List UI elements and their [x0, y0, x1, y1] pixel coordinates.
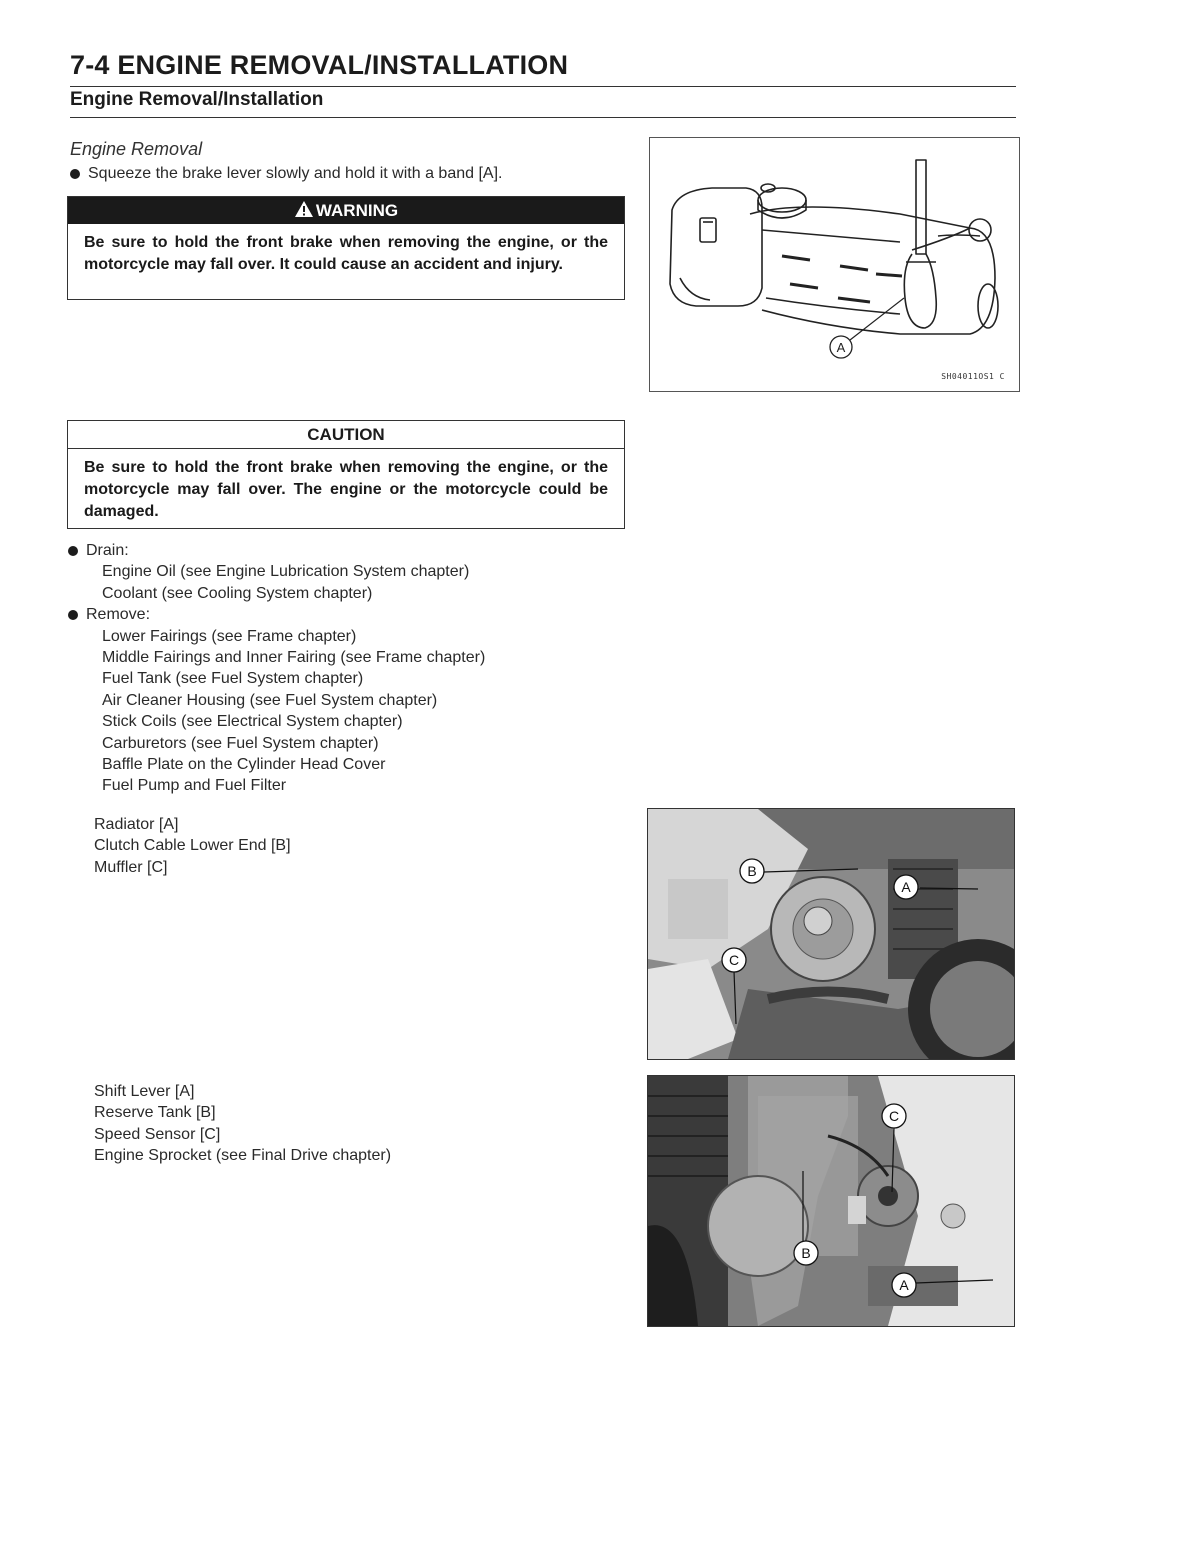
remove-group-shift-lever: [94, 1081, 391, 1167]
engine-removal-subheading: Engine Removal: [70, 139, 203, 159]
remove-item: Carburetors (see Fuel System chapter): [102, 734, 379, 752]
warning-box: [67, 196, 625, 300]
remove-item: Muffler [C]: [94, 858, 168, 876]
photo2-callout-a: A: [899, 1277, 909, 1293]
drain-label: Drain:: [68, 540, 628, 561]
section-title: Engine Removal/Installation: [70, 89, 324, 110]
figure1-code: SH04011OS1 C: [941, 372, 1005, 381]
remove-item: Air Cleaner Housing (see Fuel System chapter): [102, 691, 438, 709]
warning-triangle-icon: [294, 199, 314, 226]
remove-item: Speed Sensor [C]: [94, 1125, 221, 1143]
drain-item: Coolant (see Cooling System chapter): [102, 584, 373, 602]
remove-item: Baffle Plate on the Cylinder Head Cover: [102, 756, 386, 774]
engine-left-side-photo: [648, 1076, 1014, 1326]
remove-item: Stick Coils (see Electrical System chapter): [102, 713, 403, 731]
section-rule: [70, 117, 1016, 118]
remove-item: Reserve Tank [B]: [94, 1104, 216, 1122]
photo-shift-lever-reserve-tank: [647, 1075, 1015, 1327]
photo-radiator-clutch-muffler: [647, 808, 1015, 1060]
figure1-callout-a: A: [836, 340, 846, 355]
caution-text: Be sure to hold the front brake when removing the engine, or the motorcycle may fall over. The engine or the motorcycle could be damaged.: [84, 459, 608, 520]
procedure-list: [68, 540, 628, 797]
remove-label: Remove:: [68, 604, 628, 625]
remove-item: Middle Fairings and Inner Fairing (see Frame chapter): [102, 649, 486, 667]
photo1-callout-c: C: [728, 952, 740, 968]
warning-label: WARNING: [315, 201, 399, 220]
handlebar-grip-illustration: [650, 138, 1019, 391]
photo2-callout-b: B: [801, 1245, 811, 1261]
remove-item: Fuel Tank (see Fuel System chapter): [102, 670, 364, 688]
figure-brake-lever-band: [649, 137, 1020, 392]
photo1-callout-b: B: [747, 863, 757, 879]
caution-box: [67, 420, 625, 529]
remove-group-radiator: [94, 814, 291, 878]
engine-right-side-photo: [648, 809, 1014, 1059]
remove-item: Engine Sprocket (see Final Drive chapter): [94, 1147, 392, 1165]
page-heading: 7-4 ENGINE REMOVAL/INSTALLATION: [70, 50, 569, 80]
drain-item: Engine Oil (see Engine Lubrication System chapter): [102, 563, 470, 581]
remove-item: Clutch Cable Lower End [B]: [94, 837, 291, 855]
remove-item: Lower Fairings (see Frame chapter): [102, 627, 357, 645]
header-rule: [70, 86, 1016, 87]
warning-text: Be sure to hold the front brake when removing the engine, or the motorcycle may fall over. It could cause an accident and injury.: [84, 234, 608, 273]
remove-item: Radiator [A]: [94, 816, 179, 833]
remove-item: Shift Lever [A]: [94, 1083, 195, 1100]
remove-item: Fuel Pump and Fuel Filter: [102, 777, 287, 795]
photo1-callout-a: A: [901, 879, 911, 895]
step-brake-lever: Squeeze the brake lever slowly and hold it with a band [A].: [70, 163, 1200, 184]
caution-header: CAUTION: [68, 421, 624, 449]
photo2-callout-c: C: [888, 1108, 900, 1124]
warning-header: [68, 197, 624, 224]
